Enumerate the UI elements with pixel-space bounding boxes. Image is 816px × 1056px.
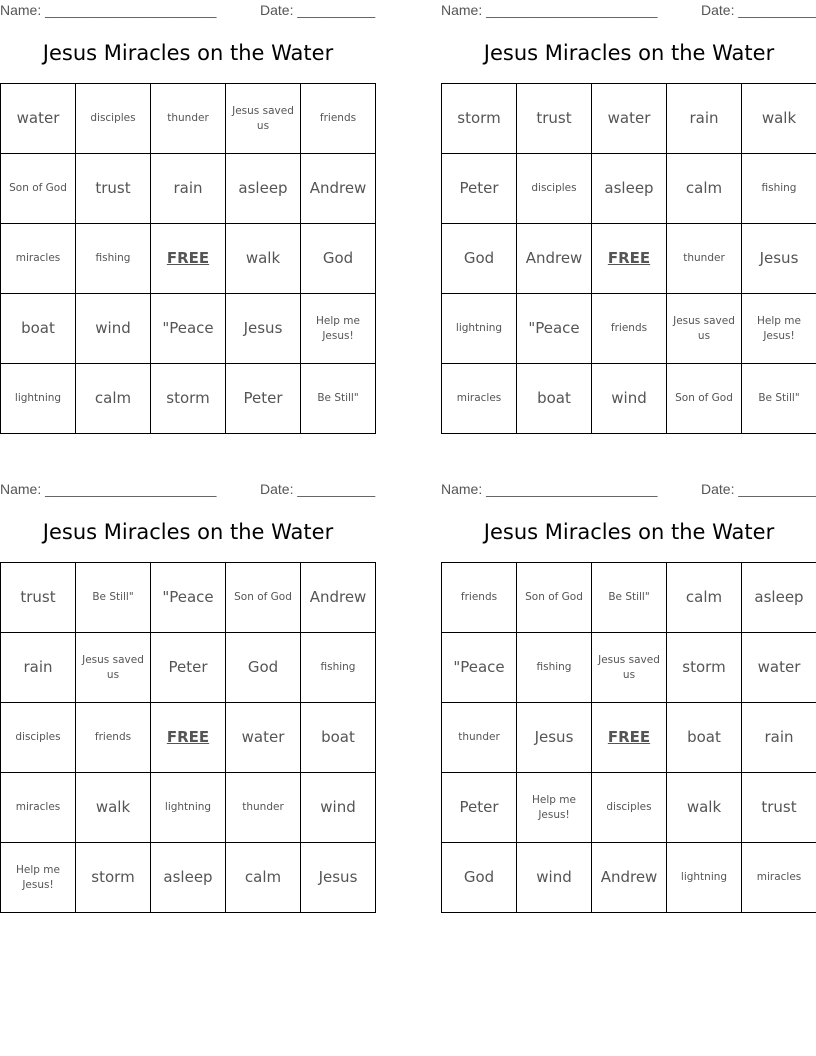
free-space-cell: FREE [151, 224, 226, 294]
bingo-cell: "Peace [151, 563, 226, 633]
card-title: Jesus Miracles on the Water [483, 41, 775, 65]
bingo-cell: Son of God [517, 563, 592, 633]
bingo-cell: Jesus [742, 224, 816, 294]
bingo-cell: Peter [442, 154, 517, 224]
bingo-cell: miracles [1, 224, 76, 294]
bingo-cell: wind [517, 843, 592, 913]
grid-row [1, 843, 376, 913]
date-field-label: Date: __________ [701, 481, 816, 497]
bingo-cell: God [226, 633, 301, 703]
bingo-cell: thunder [151, 84, 226, 154]
bingo-cell: miracles [742, 843, 816, 913]
bingo-cell: Jesus saved us [76, 633, 151, 703]
bingo-cell: rain [742, 703, 816, 773]
bingo-cell: Help me Jesus! [742, 294, 816, 364]
bingo-cell: thunder [442, 703, 517, 773]
bingo-cell: friends [592, 294, 667, 364]
bingo-cell: boat [301, 703, 376, 773]
free-space-cell: FREE [592, 224, 667, 294]
grid-row [442, 703, 816, 773]
grid-row [1, 294, 376, 364]
bingo-cell: Jesus [301, 843, 376, 913]
bingo-cell: disciples [517, 154, 592, 224]
bingo-cell: Help me Jesus! [301, 294, 376, 364]
grid-row [1, 773, 376, 843]
bingo-cell: walk [667, 773, 742, 843]
bingo-cell: water [742, 633, 816, 703]
bingo-cell: Be Still" [592, 563, 667, 633]
bingo-cell: rain [1, 633, 76, 703]
bingo-grid [0, 83, 376, 434]
bingo-cell: Andrew [301, 154, 376, 224]
bingo-cell: calm [76, 364, 151, 434]
bingo-cell: Peter [226, 364, 301, 434]
bingo-cell: miracles [1, 773, 76, 843]
bingo-cell: fishing [517, 633, 592, 703]
grid-row [442, 224, 816, 294]
bingo-cell: asleep [226, 154, 301, 224]
bingo-cell: calm [226, 843, 301, 913]
bingo-cell: Jesus [517, 703, 592, 773]
bingo-cell: storm [151, 364, 226, 434]
bingo-cell: God [301, 224, 376, 294]
bingo-cell: wind [76, 294, 151, 364]
name-field-label: Name: ______________________ [0, 2, 217, 18]
bingo-cell: Andrew [301, 563, 376, 633]
bingo-cell: water [1, 84, 76, 154]
bingo-grid [0, 562, 376, 913]
card-title: Jesus Miracles on the Water [42, 41, 334, 65]
bingo-cell: Son of God [226, 563, 301, 633]
grid-row [442, 294, 816, 364]
bingo-cell: lightning [1, 364, 76, 434]
bingo-cell: Help me Jesus! [1, 843, 76, 913]
bingo-cell: wind [592, 364, 667, 434]
bingo-cell: disciples [76, 84, 151, 154]
bingo-cell: friends [301, 84, 376, 154]
bingo-cell: water [592, 84, 667, 154]
grid-row [442, 154, 816, 224]
bingo-cell: Andrew [517, 224, 592, 294]
bingo-cell: calm [667, 154, 742, 224]
card-title: Jesus Miracles on the Water [42, 520, 334, 544]
bingo-cell: fishing [301, 633, 376, 703]
bingo-cell: boat [667, 703, 742, 773]
bingo-cell: disciples [592, 773, 667, 843]
bingo-cell: Peter [442, 773, 517, 843]
bingo-cell: trust [76, 154, 151, 224]
bingo-cell: storm [667, 633, 742, 703]
bingo-cell: God [442, 224, 517, 294]
bingo-card-2 [441, 0, 816, 440]
bingo-cell: "Peace [442, 633, 517, 703]
grid-row [1, 224, 376, 294]
bingo-cell: walk [742, 84, 816, 154]
bingo-cell: boat [1, 294, 76, 364]
bingo-cell: miracles [442, 364, 517, 434]
bingo-cell: rain [667, 84, 742, 154]
bingo-card-1 [0, 0, 376, 440]
free-space-cell: FREE [151, 703, 226, 773]
grid-row [442, 563, 816, 633]
grid-row [1, 154, 376, 224]
bingo-cell: Jesus saved us [592, 633, 667, 703]
bingo-cell: fishing [742, 154, 816, 224]
grid-row [442, 84, 816, 154]
bingo-cell: rain [151, 154, 226, 224]
bingo-cell: lightning [442, 294, 517, 364]
grid-row [1, 703, 376, 773]
bingo-cell: storm [442, 84, 517, 154]
bingo-card-4 [441, 479, 816, 919]
bingo-cell: Be Still" [301, 364, 376, 434]
bingo-cell: lightning [667, 843, 742, 913]
bingo-cell: storm [76, 843, 151, 913]
grid-row [442, 633, 816, 703]
bingo-cell: Help me Jesus! [517, 773, 592, 843]
bingo-cell: God [442, 843, 517, 913]
bingo-cell: "Peace [517, 294, 592, 364]
bingo-cell: Andrew [592, 843, 667, 913]
bingo-grid [441, 562, 816, 913]
grid-row [1, 633, 376, 703]
grid-row [1, 84, 376, 154]
card-title: Jesus Miracles on the Water [483, 520, 775, 544]
bingo-cell: asleep [742, 563, 816, 633]
date-field-label: Date: __________ [260, 481, 376, 497]
bingo-cell: Jesus [226, 294, 301, 364]
bingo-cell: lightning [151, 773, 226, 843]
bingo-cell: asleep [592, 154, 667, 224]
bingo-cell: Jesus saved us [226, 84, 301, 154]
name-field-label: Name: ______________________ [441, 481, 658, 497]
name-field-label: Name: ______________________ [0, 481, 217, 497]
free-space-cell: FREE [592, 703, 667, 773]
bingo-cell: trust [742, 773, 816, 843]
bingo-cell: friends [76, 703, 151, 773]
grid-row [442, 364, 816, 434]
bingo-cell: thunder [667, 224, 742, 294]
bingo-cell: water [226, 703, 301, 773]
bingo-grid [441, 83, 816, 434]
grid-row [1, 563, 376, 633]
bingo-cell: walk [76, 773, 151, 843]
bingo-cell: trust [517, 84, 592, 154]
bingo-cell: thunder [226, 773, 301, 843]
bingo-cell: walk [226, 224, 301, 294]
grid-row [1, 364, 376, 434]
date-field-label: Date: __________ [260, 2, 376, 18]
bingo-cell: "Peace [151, 294, 226, 364]
bingo-cell: calm [667, 563, 742, 633]
bingo-cell: Jesus saved us [667, 294, 742, 364]
grid-row [442, 843, 816, 913]
bingo-card-3 [0, 479, 376, 919]
bingo-cell: boat [517, 364, 592, 434]
bingo-cell: Son of God [667, 364, 742, 434]
bingo-cell: disciples [1, 703, 76, 773]
name-field-label: Name: ______________________ [441, 2, 658, 18]
bingo-cell: Be Still" [742, 364, 816, 434]
bingo-cell: friends [442, 563, 517, 633]
date-field-label: Date: __________ [701, 2, 816, 18]
bingo-cell: Peter [151, 633, 226, 703]
bingo-cell: Son of God [1, 154, 76, 224]
bingo-cell: wind [301, 773, 376, 843]
bingo-cell: trust [1, 563, 76, 633]
bingo-cell: asleep [151, 843, 226, 913]
grid-row [442, 773, 816, 843]
bingo-cell: fishing [76, 224, 151, 294]
bingo-cell: Be Still" [76, 563, 151, 633]
